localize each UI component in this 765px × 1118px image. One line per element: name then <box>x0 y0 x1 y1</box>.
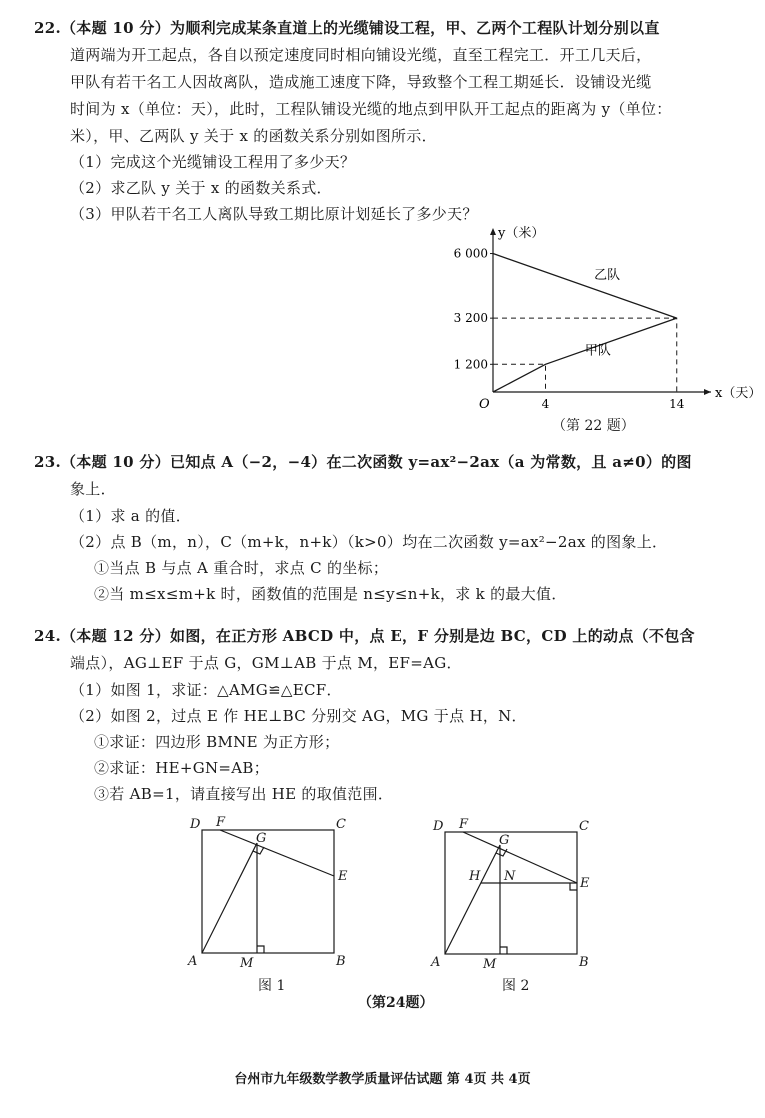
x-tick-label: 14 <box>669 397 685 411</box>
q24-part-2-sub-3: ③若 AB=1，请直接写出 HE 的取值范围． <box>94 785 394 803</box>
q24-part-1: （1）如图 1，求证：△AMG≌△ECF． <box>70 681 342 699</box>
fig2-label-b: B <box>579 955 589 970</box>
q23-line-2: 象上． <box>70 480 116 498</box>
q22-line-4: 时间为 x（单位：天），此时，工程队铺设光缆的地点到甲队开工起点的距离为 y（单位： <box>70 100 672 118</box>
q22-part-2: （2）求乙队 y 关于 x 的函数关系式． <box>70 179 332 197</box>
fig1-label-d: D <box>190 817 201 832</box>
series-label-yi: 乙队 <box>594 268 621 284</box>
q23-part-2-sub-2: ②当 m≤x≤m+k 时，函数值的范围是 n≤y≤n+k，求 k 的最大值． <box>94 585 567 603</box>
fig2-right-angle-e <box>570 883 577 890</box>
q24-part-2-sub-1: ①求证：四边形 BMNE 为正方形； <box>94 733 340 751</box>
q24-part-2-sub-2: ②求证：HE+GN=AB； <box>94 759 270 777</box>
fig2-label-e: E <box>580 876 590 891</box>
q22-part-1: （1）完成这个光缆铺设工程用了多少天？ <box>70 153 356 171</box>
q22-chart <box>440 222 762 412</box>
q22-part-3: （3）甲队若干名工人离队导致工期比原计划延长了多少天？ <box>70 205 478 223</box>
q24-figure-2 <box>425 812 605 972</box>
q22-line-5: 米），甲、乙两队 y 关于 x 的函数关系分别如图所示． <box>70 127 437 145</box>
page-footer: 台州市九年级数学教学质量评估试题 第 4页 共 4页 <box>234 1072 531 1087</box>
fig2-segment-ag <box>445 845 500 954</box>
origin-label: O <box>479 397 490 412</box>
fig1-caption: 图 1 <box>258 978 286 994</box>
fig1-segment-ag <box>202 843 257 953</box>
fig1-label-b: B <box>336 954 346 969</box>
fig1-label-a: A <box>188 954 198 969</box>
q22-line-3: 甲队有若干名工人因故离队，造成施工速度下降，导致整个工程工期延长．设铺设光缆 <box>70 73 652 91</box>
y-axis-label: y（米） <box>498 226 545 241</box>
q23-line-1: 23.（本题 10 分）已知点 A（−2，−4）在二次函数 y=ax²−2ax（a 为常数，且 a≠0）的图 <box>34 453 692 471</box>
y-axis-arrow <box>490 228 496 235</box>
q22-chart-caption: （第 22 题） <box>552 418 635 434</box>
x-axis-label: x（天） <box>715 386 762 401</box>
fig1-label-e: E <box>338 869 348 884</box>
fig1-segment-fe <box>220 830 334 876</box>
fig2-caption: 图 2 <box>502 978 530 994</box>
fig2-label-h: H <box>469 869 481 884</box>
fig1-label-m: M <box>240 956 254 971</box>
fig2-label-d: D <box>433 819 444 834</box>
fig1-label-c: C <box>336 817 346 832</box>
fig1-label-g: G <box>256 831 267 846</box>
x-tick-label: 4 <box>541 397 550 411</box>
series-label-jia: 甲队 <box>584 343 611 359</box>
fig2-right-angle-m <box>500 947 507 954</box>
q24-part-2: （2）如图 2，过点 E 作 HE⊥BC 分别交 AG，MG 于点 H，N． <box>70 707 527 725</box>
fig2-label-n: N <box>504 869 516 884</box>
fig2-label-g: G <box>499 833 510 848</box>
fig1-square-abcd <box>202 830 334 953</box>
fig2-label-f: F <box>459 817 469 832</box>
x-axis-arrow <box>704 389 711 395</box>
y-tick-label: 1 200 <box>453 357 488 372</box>
q24-figure-title: （第24题） <box>358 995 434 1011</box>
q24-figure-1 <box>180 812 360 972</box>
fig2-label-c: C <box>579 819 589 834</box>
fig1-right-angle-m <box>257 946 264 953</box>
q23-part-1: （1）求 a 的值． <box>70 507 192 525</box>
fig2-label-m: M <box>483 957 497 972</box>
q24-line-1: 24.（本题 12 分）如图，在正方形 ABCD 中，点 E，F 分别是边 BC，CD 上的动点（不包含 <box>34 627 695 645</box>
q22-line-1: 22.（本题 10 分）为顺利完成某条直道上的光缆铺设工程，甲、乙两个工程队计划分别以直 <box>34 19 660 37</box>
q24-line-2: 端点），AG⊥EF 于点 G，GM⊥AB 于点 M，EF=AG． <box>70 654 462 672</box>
fig2-square-abcd <box>445 832 577 954</box>
fig2-label-a: A <box>431 955 441 970</box>
y-tick-label: 6 000 <box>453 246 488 261</box>
series-line-yi <box>493 254 677 319</box>
q23-part-2: （2）点 B（m，n），C（m+k，n+k）（k>0）均在二次函数 y=ax²−2ax 的图象上． <box>70 533 668 551</box>
fig1-label-f: F <box>216 815 226 830</box>
q23-part-2-sub-1: ①当点 B 与点 A 重合时，求点 C 的坐标； <box>94 559 389 577</box>
q22-line-2: 道两端为开工起点，各自以预定速度同时相向铺设光缆，直至工程完工．开工几天后， <box>70 46 652 64</box>
y-tick-label: 3 200 <box>453 311 488 326</box>
